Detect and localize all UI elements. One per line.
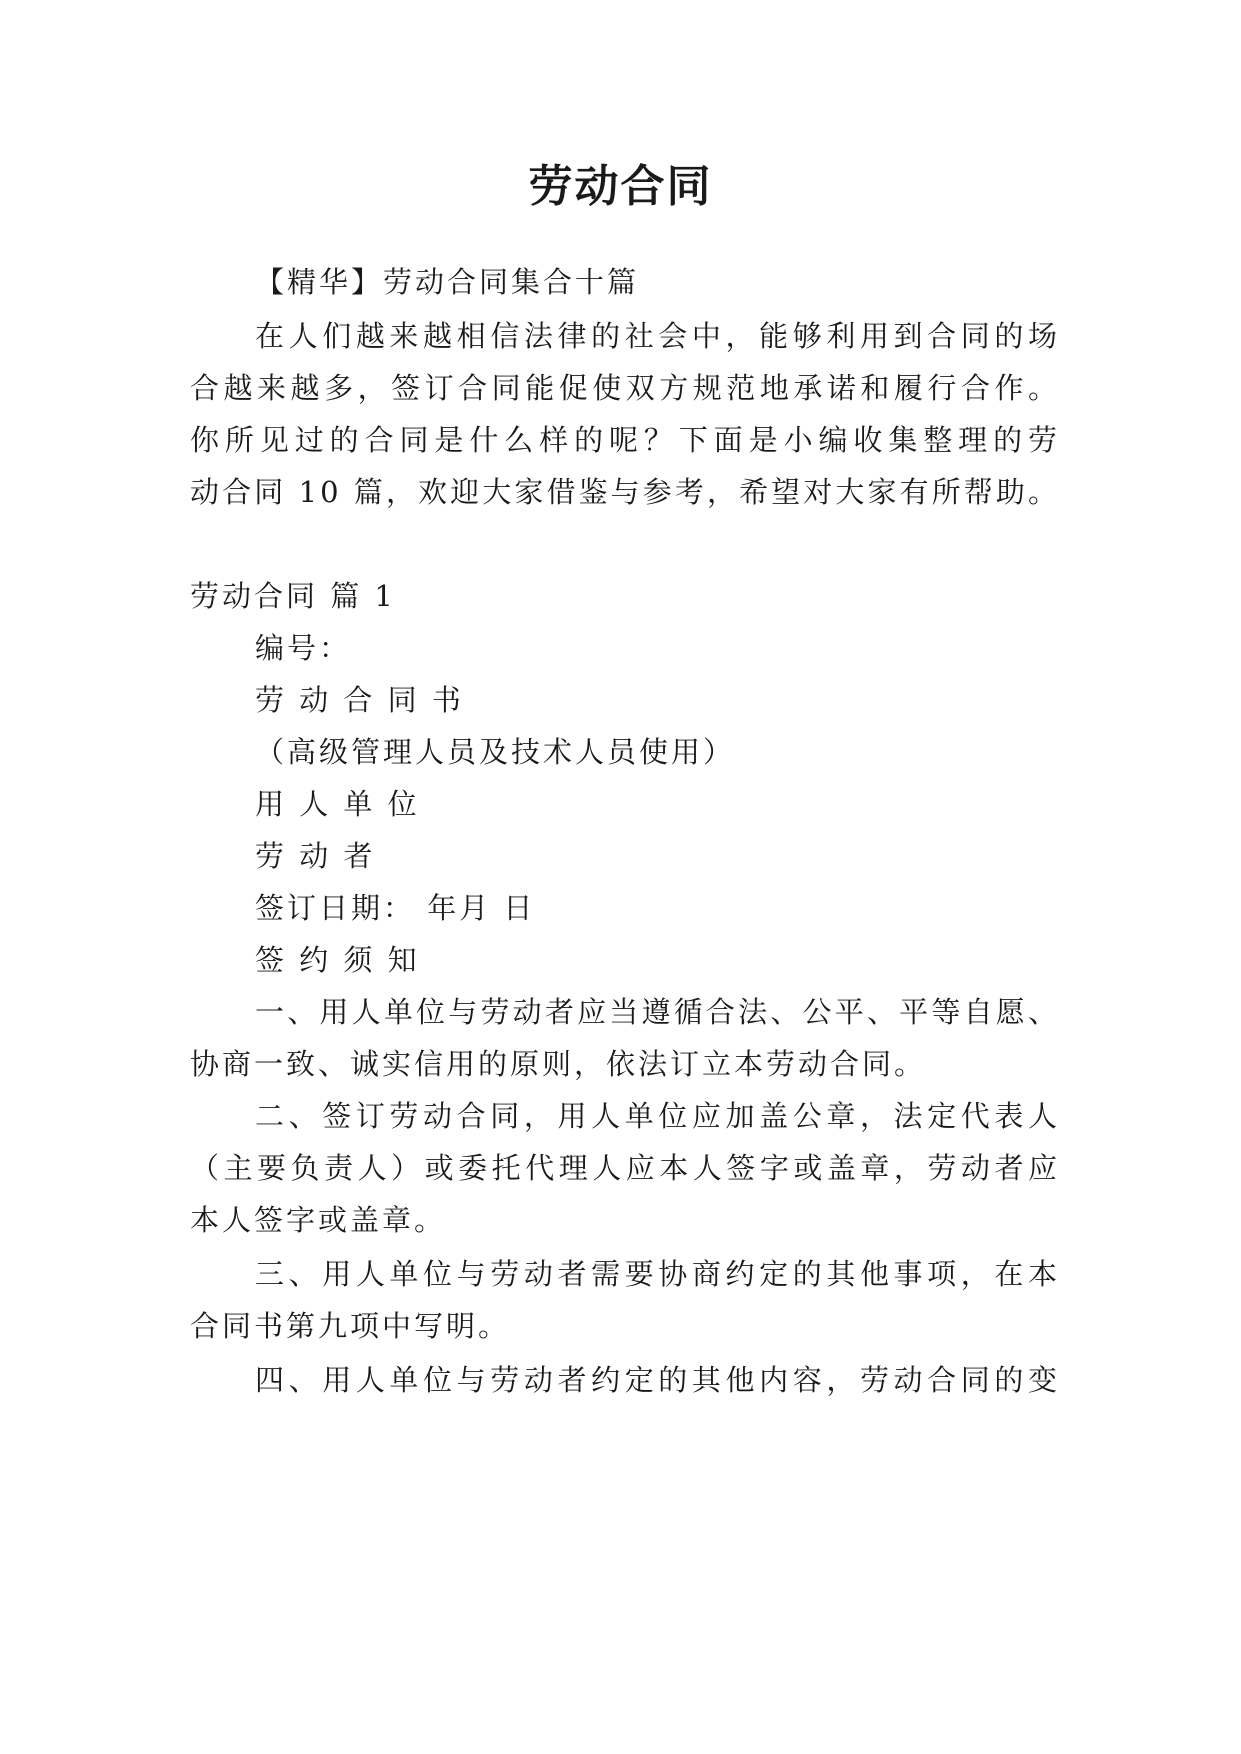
notice-line: （主要负责人）或委托代理人应本人签字或盖章，劳动者应 — [190, 1151, 1060, 1185]
notice-line: 四、用人单位与劳动者约定的其他内容，劳动合同的变 — [255, 1363, 1060, 1397]
notice-line: 三、用人单位与劳动者需要协商约定的其他事项，在本 — [255, 1257, 1060, 1291]
intro-line: 动合同 10 篇，欢迎大家借鉴与参考，希望对大家有所帮助。 — [190, 475, 1060, 509]
contract-book-title: 劳 动 合 同 书 — [255, 683, 464, 717]
number-label: 编号： — [255, 631, 352, 665]
notice-heading: 签 约 须 知 — [255, 943, 420, 977]
employee-label: 劳 动 者 — [255, 839, 376, 873]
intro-line: 在人们越来越相信法律的社会中，能够利用到合同的场 — [255, 319, 1060, 353]
notice-line: 本人签字或盖章。 — [190, 1203, 447, 1237]
intro-line: 你所见过的合同是什么样的呢？下面是小编收集整理的劳 — [190, 423, 1060, 457]
sign-date: 签订日期： 年月 日 — [255, 891, 536, 925]
intro-line: 合越来越多，签订合同能促使双方规范地承诺和履行合作。 — [190, 371, 1060, 405]
intro-heading: 【精华】劳动合同集合十篇 — [255, 265, 640, 299]
notice-line: 协商一致、诚实信用的原则，依法订立本劳动合同。 — [190, 1047, 927, 1081]
notice-line: 合同书第九项中写明。 — [190, 1309, 511, 1343]
section-heading: 劳动合同 篇 1 — [190, 579, 396, 613]
usage-note: （高级管理人员及技术人员使用） — [255, 735, 736, 769]
notice-line: 一、用人单位与劳动者应当遵循合法、公平、平等自愿、 — [255, 995, 1060, 1029]
document-title: 劳动合同 — [528, 161, 713, 212]
notice-line: 二、签订劳动合同，用人单位应加盖公章，法定代表人 — [255, 1099, 1060, 1133]
employer-label: 用 人 单 位 — [255, 787, 420, 821]
